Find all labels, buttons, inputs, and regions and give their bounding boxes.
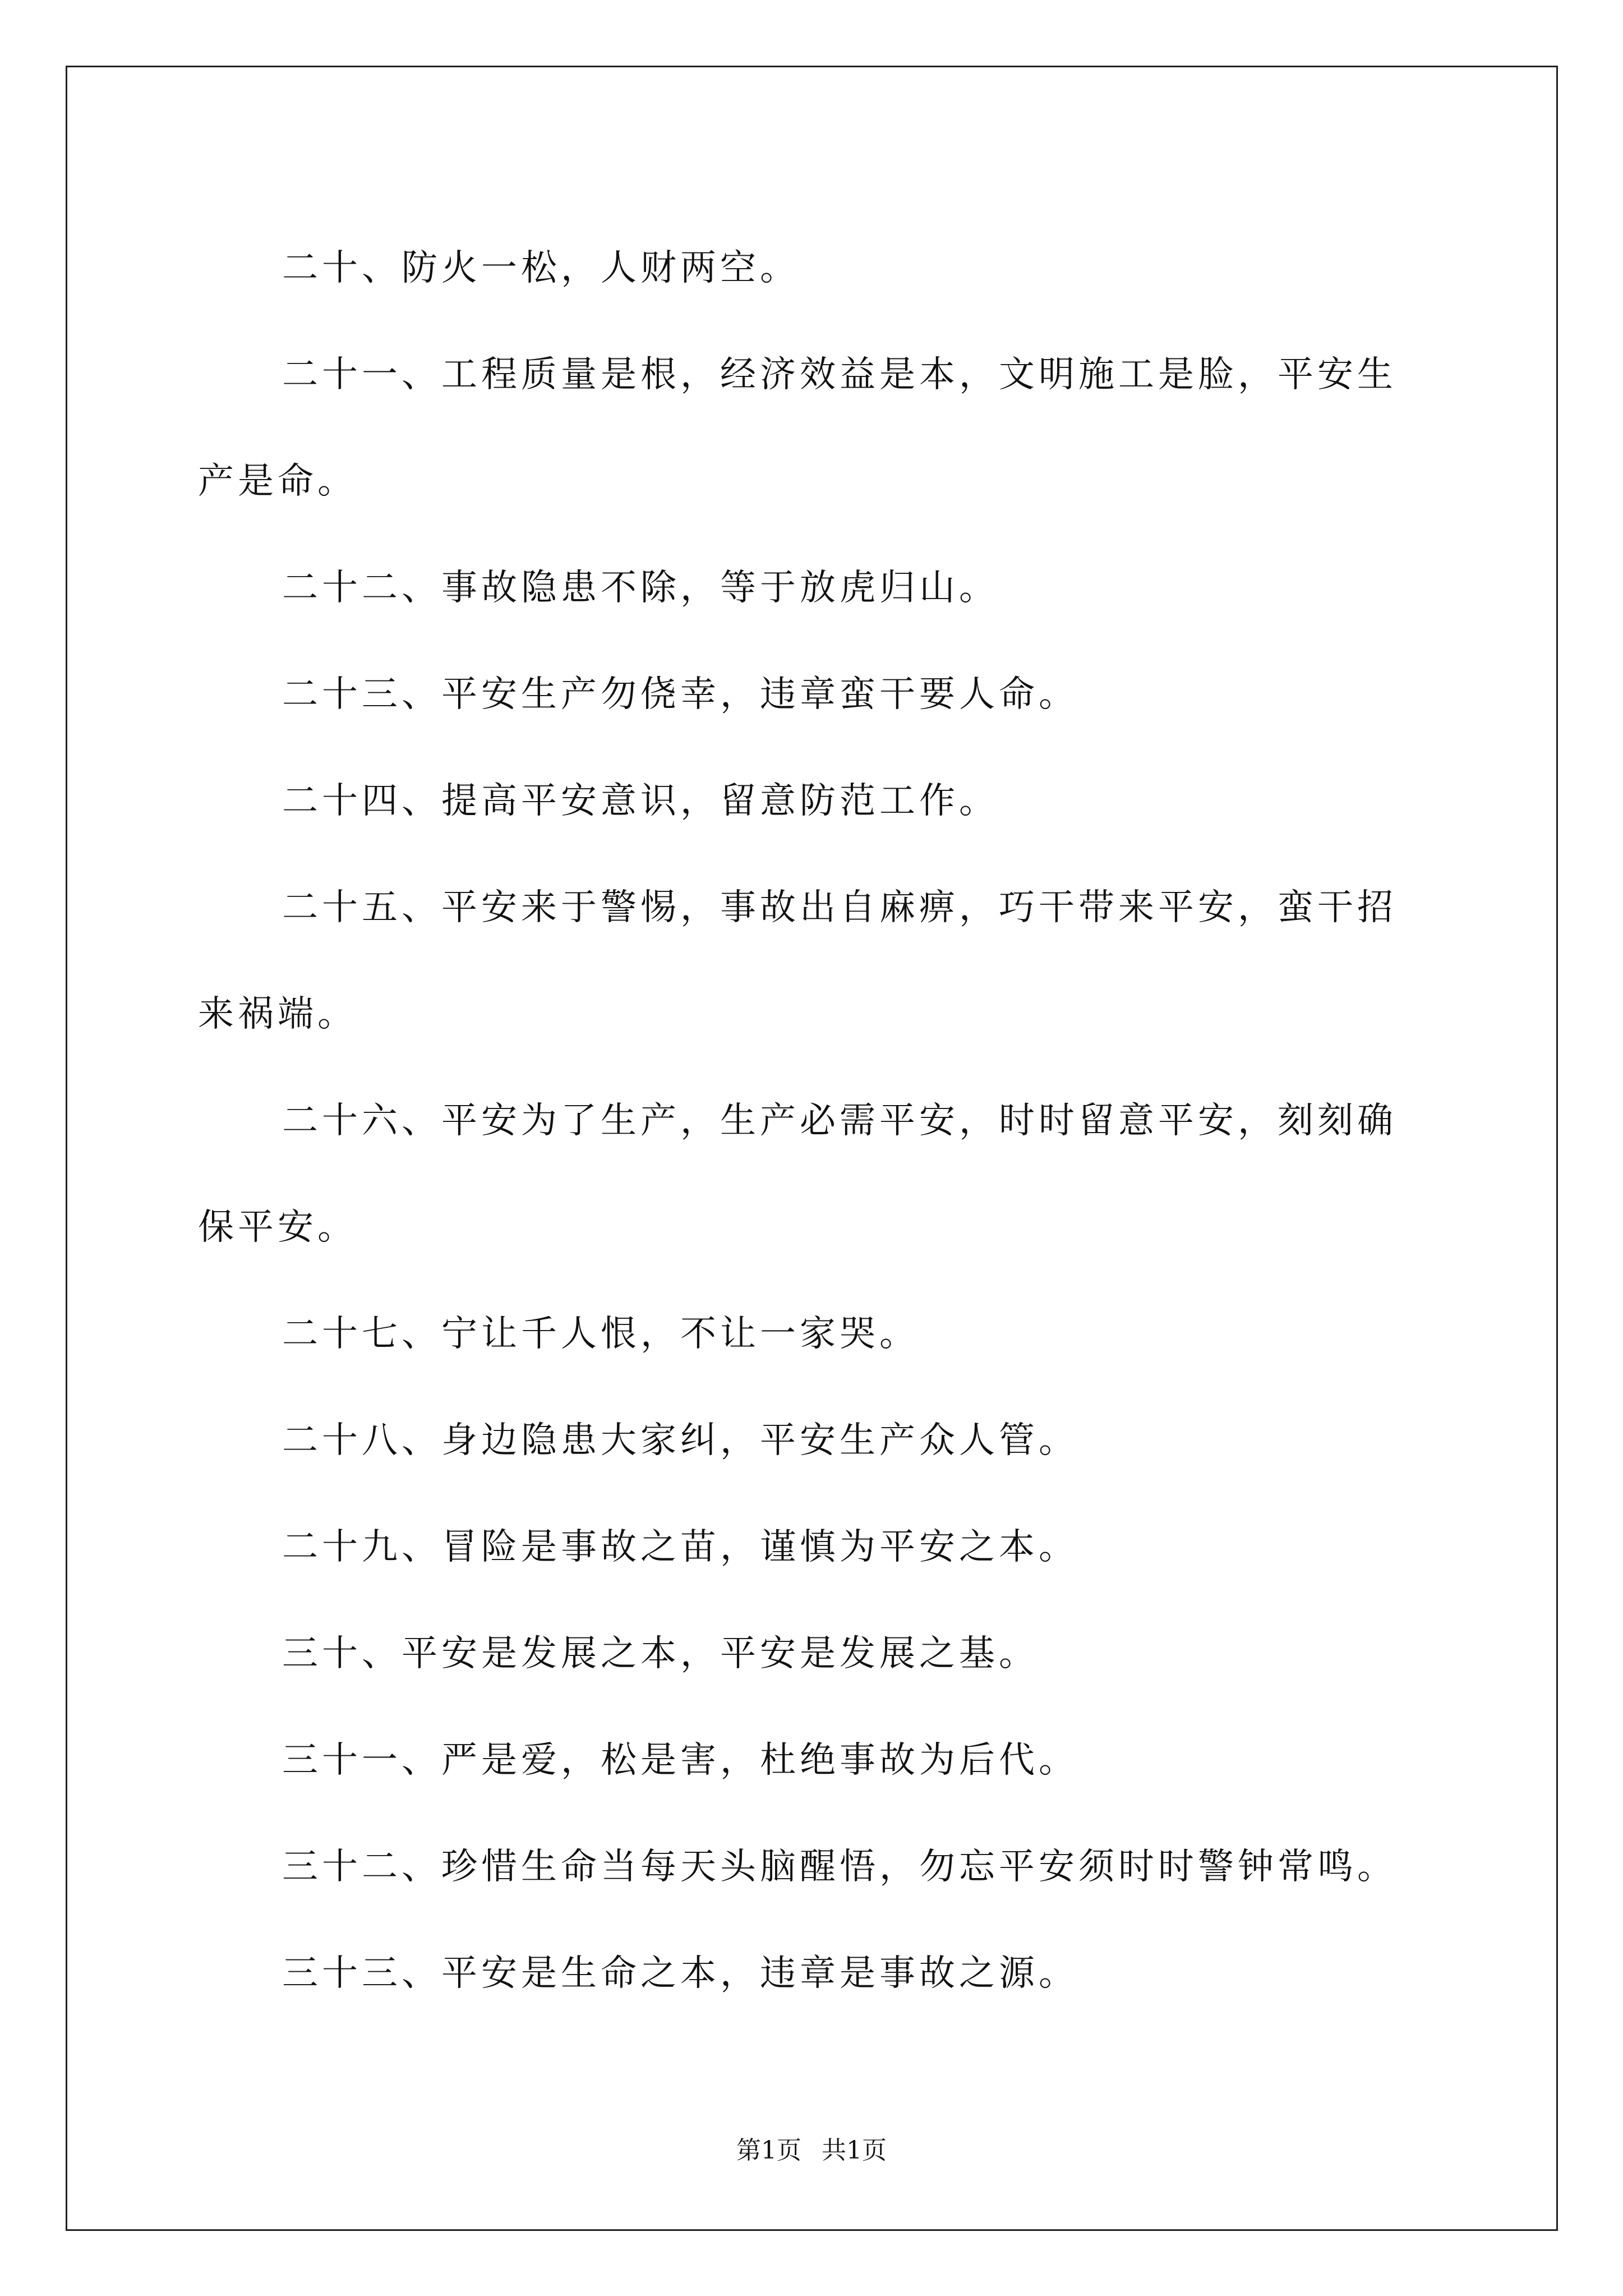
paragraph-29: 二十九、冒险是事故之苗，谨慎为平安之本。: [282, 1526, 1078, 1568]
paragraph-28: 二十八、身边隐患大家纠，平安生产众人管。: [282, 1420, 1078, 1461]
page-footer: [0, 2134, 1623, 2168]
paragraph-21: 二十一、工程质量是根，经济效益是本，文明施工是脸，平安生产是命。: [198, 354, 1397, 502]
paragraph-27: 二十七、宁让千人恨，不让一家哭。: [282, 1313, 919, 1355]
page-total: 共1页: [822, 2136, 887, 2165]
paragraph-32: 三十二、珍惜生命当每天头脑醒悟，勿忘平安须时时警钟常鸣。: [282, 1846, 1397, 1888]
paragraph-22: 二十二、事故隐患不除，等于放虎归山。: [282, 567, 999, 609]
paragraph-33: 三十三、平安是生命之本，违章是事故之源。: [282, 1953, 1078, 1994]
paragraph-24: 二十四、提高平安意识，留意防范工作。: [282, 780, 999, 822]
paragraph-20: 二十、防火一松，人财两空。: [282, 247, 800, 289]
paragraph-31: 三十一、严是爱，松是害，杜绝事故为后代。: [282, 1740, 1078, 1781]
document-body: [198, 215, 1432, 2027]
page-number: 第1页: [736, 2136, 801, 2165]
paragraph-30: 三十、平安是发展之本，平安是发展之基。: [282, 1633, 1039, 1674]
paragraph-26: 二十六、平安为了生产，生产必需平安，时时留意平安，刻刻确保平安。: [198, 1100, 1397, 1248]
paragraph-25: 二十五、平安来于警惕，事故出自麻痹，巧干带来平安，蛮干招来祸端。: [198, 887, 1397, 1035]
paragraph-23: 二十三、平安生产勿侥幸，违章蛮干要人命。: [282, 674, 1078, 715]
